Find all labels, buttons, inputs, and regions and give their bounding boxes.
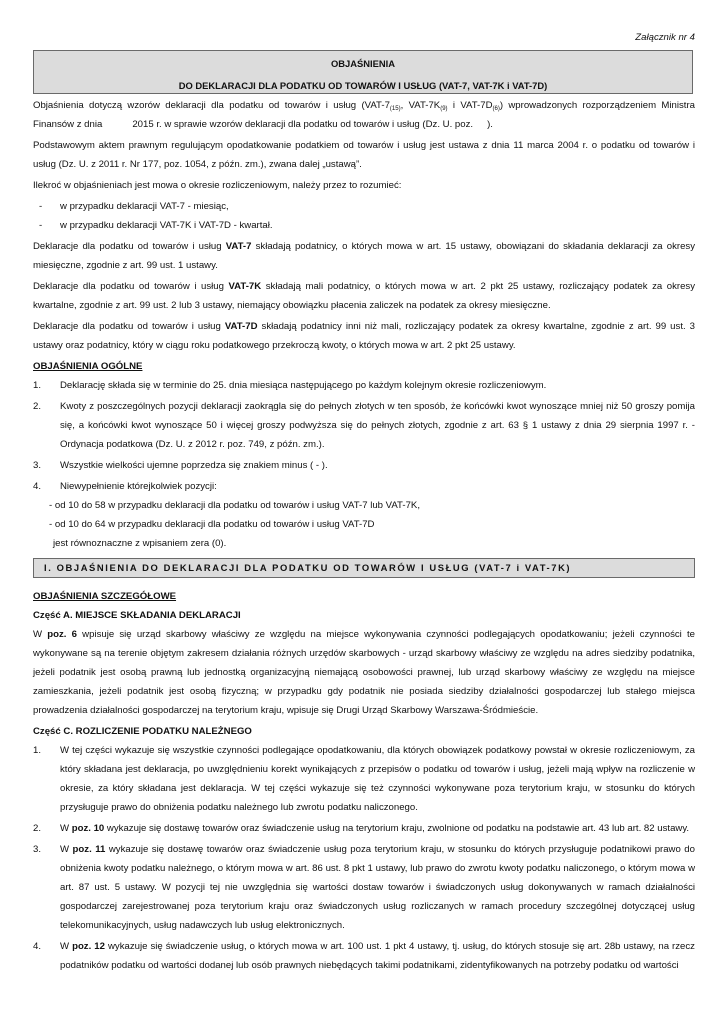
part-a-text-3: wpisuje się urząd skarbowy właściwy ze względu na miejsce wykonywania czynności podlegających opodatkowaniu; jeżeli czynności te wykonywane są na terenie objętym zakresem działania różnych urzędów skarbowych - urząd skarbowy właściwy ze względu na adres siedziby podatnika, jeżeli podatnik jest osobą prawną lub jednostką organizacyjną niemającą osobowości prawnej, lub urząd skarbowy właściwy ze względu na miejsce zamieszkania, jeżeli podatnik jest osobą fizyczną; w przypadku gdy podatnik nie posiada siedziby działalności gospodarczej lub stałego miejsca prowadzenia działalności gospodarczej na terytorium kraju, wpisuje się Drugi Urząd Skarbowy Warszawa-Śródmieście. [33, 629, 695, 716]
vat7-text-c: składają podatnicy, o których mowa w art. 15 ustawy, obowiązani do składania deklaracji za okresy miesięczne, zgodnie z art. 99 ust. 1 ustawy. [33, 241, 695, 271]
general-item-4-range-vat7d: - od 10 do 64 w przypadku deklaracji dla podatku od towarów i usług VAT-7D [49, 519, 375, 530]
general-item-3 [33, 456, 695, 475]
document-title: OBJAŚNIENIA [330, 58, 396, 69]
period-item-quarterly-text: w przypadku deklaracji VAT-7K i VAT-7D - kwartał. [60, 220, 273, 231]
vat7k-text-a: Deklaracje dla podatku od towarów i usług [33, 281, 229, 292]
part-a-heading: Część A. MIEJSCE SKŁADANIA DEKLARACJI [33, 610, 241, 621]
part-c-item-3 [33, 840, 695, 935]
period-item-monthly [33, 197, 695, 216]
general-item-4-range-vat7: - od 10 do 58 w przypadku deklaracji dla podatku od towarów i usług VAT-7 lub VAT-7K, [49, 500, 420, 511]
item-number: 3. [33, 844, 42, 855]
general-heading: OBJAŚNIENIA OGÓLNE [33, 361, 143, 372]
general-item-4 [33, 477, 695, 496]
part-a-paragraph [33, 625, 695, 720]
position-6-label: poz. 6 [47, 629, 77, 640]
intro-p1-text-e: 2015 r. w sprawie wzorów deklaracji dla podatku od towarów i usług (Dz. U. poz. [132, 119, 474, 130]
part-c-item-3-text-c: wykazuje się dostawę towarów oraz świadczenie usług poza terytorium kraju, w stosunku do których przysługuje podatnikowi prawo do obniżenia kwoty podatku należnego, o którym mowa w art. 86 ust. 8 pkt 1 ustawy, lub prawo do zwrotu kwoty podatku naliczonego, o którym mowa w art. 87 ust. 5 ustawy. W pozycji tej nie uwzględnia się wartości dostaw towarów i świadczonych usług dokonywanych w ramach działalności gospodarczej zarejestrowanej poza terytorium kraju oraz świadczonych usług rozliczanych w ramach procedury szczególnej dotyczącej usług telekomunikacyjnych, usług nadawczych lub usług elektronicznych. [60, 844, 695, 931]
part-c-item-4-text-c: wykazuje się świadczenie usług, o których mowa w art. 100 ust. 1 pkt 4 ustawy, tj. usług, do których stosuje się art. 28b ustawy, na rzecz podatników podatku od wartości dodanej lub osób prawnych niebędących takimi podatnikami, zidentyfikowanych na potrzeby podatku od wartości [60, 941, 695, 971]
part-c-heading: Część C. ROZLICZENIE PODATKU NALEŻNEGO [33, 726, 252, 737]
intro-p1-text-d: ) wprowadzonych rozporządzeniem Ministra Finansów z dnia [33, 100, 696, 130]
period-item-monthly-text: w przypadku deklaracji VAT-7 - miesiąc, [60, 201, 229, 212]
intro-paragraph-2: Podstawowym aktem prawnym regulującym opodatkowanie podatkiem od towarów i usług jest ustawa z dnia 11 marca 2004 r. o podatku od towarów i usług (Dz. U. z 2011 r. Nr 177, poz. 1054, z późn. zm.), zwana dalej „ustawą”. [33, 140, 695, 170]
part-c-item-2 [33, 819, 695, 838]
general-item-3-text: Wszystkie wielkości ujemne poprzedza się znakiem minus ( - ). [60, 460, 328, 471]
general-item-1-text: Deklarację składa się w terminie do 25. dnia miesiąca następującego po każdym kolejnym okresie rozliczeniowym. [60, 380, 547, 391]
intro-paragraph-1 [33, 96, 695, 134]
dash-marker: - [39, 201, 43, 212]
vat7k-text-c: składają mali podatnicy, o których mowa w art. 2 pkt 25 ustawy, rozliczający podatek za okresy kwartalne, zgodnie z art. 99 ust. 2 lub 3 ustawy, niemający obowiązku płacenia zaliczek na podatek za okresy miesięczne. [33, 281, 695, 311]
item-number: 1. [33, 380, 42, 391]
part-c-item-2-text-c: wykazuje się dostawę towarów oraz świadczenie usług na terytorium kraju, zwolnione od podatku na podstawie art. 43 lub art. 82 ustawy. [104, 823, 690, 834]
position-11-label: poz. 11 [72, 844, 106, 855]
item-number: 2. [33, 401, 42, 412]
vat7d-text-c: składają podatnicy inni niż mali, rozliczający podatek za okresy kwartalne, zgodnie z art. 99 ust. 3 ustawy oraz podatnicy, który w ciągu roku podatkowego przekroczą kwoty, o których mowa w art. 2 pkt 25 ustawy. [33, 321, 695, 351]
part-c-item-1-text: W tej części wykazuje się wszystkie czynności podlegające opodatkowaniu, dla których obowiązek podatkowy powstał w okresie rozliczeniowym, za który składana jest deklaracja, po uwzględnieniu korekt wynikających z przepisów o podatku od towarów i usług, jeżeli mają wpływ na rozliczenie w okresie, za który składana jest deklaracja. W tej części wykazuje się też czynności wykonywane poza terytorium kraju, w stosunku do których przysługuje prawo do obniżenia podatku należnego lub zwrotu podatku naliczonego. [60, 745, 695, 813]
general-item-2-text: Kwoty z poszczególnych pozycji deklaracji zaokrągla się do pełnych złotych w ten sposób, że końcówki kwot wynoszące mniej niż 50 groszy pomija się, a końcówki kwot wynoszące 50 i więcej groszy podwyższa się do pełnych złotych, zgodnie z art. 63 § 1 ustawy z dnia 29 sierpnia 1997 r. - Ordynacja podatkowa (Dz. U. z 2012 r. poz. 749, z późn. zm.). [60, 401, 695, 450]
document-body [33, 96, 695, 977]
part-c-item-4 [33, 937, 695, 975]
period-item-quarterly [33, 216, 695, 235]
general-item-4-text: Niewypełnienie którejkolwiek pozycji: [60, 481, 217, 492]
part-c-item-4-text-a: W [60, 941, 73, 952]
item-number: 4. [33, 941, 42, 952]
intro-p1-text-a: Objaśnienia dotyczą wzorów deklaracji dla podatku od towarów i usług (VAT-7 [33, 100, 390, 111]
item-number: 3. [33, 460, 42, 471]
intro-p1-text-f: ). [487, 119, 493, 130]
part-c-item-3-text-a: W [60, 844, 73, 855]
document-subtitle: DO DEKLARACJI DLA PODATKU OD TOWARÓW I USŁUG (VAT-7, VAT-7K i VAT-7D) [178, 80, 548, 91]
intro-paragraph-vat7k [33, 277, 695, 315]
intro-paragraph-vat7 [33, 237, 695, 275]
vat7-version: (15) [389, 106, 401, 112]
item-number: 2. [33, 823, 42, 834]
vat7k-version: (9) [440, 106, 448, 112]
vat7d-form-name: VAT-7D [224, 321, 258, 332]
part-a-text-1: W [33, 629, 48, 640]
item-number: 4. [33, 481, 42, 492]
item-number: 1. [33, 745, 42, 756]
document-header-box [33, 50, 693, 94]
vat7-form-name: VAT-7 [225, 241, 252, 252]
general-item-2 [33, 397, 695, 454]
detailed-heading: OBJAŚNIENIA SZCZEGÓŁOWE [33, 591, 177, 602]
section-1-title: I. OBJAŚNIENIA DO DEKLARACJI DLA PODATKU OD TOWARÓW I USŁUG (VAT-7 i VAT-7K) [33, 558, 695, 578]
annex-label: Załącznik nr 4 [635, 32, 695, 43]
part-c-item-1 [33, 741, 695, 817]
vat7d-version: (6) [492, 106, 500, 112]
part-c-item-2-text-a: W [60, 823, 72, 834]
intro-paragraph-3: Ilekroć w objaśnieniach jest mowa o okresie rozliczeniowym, należy przez to rozumieć: [33, 180, 402, 191]
position-10-label: poz. 10 [71, 823, 105, 834]
intro-paragraph-vat7d [33, 317, 695, 355]
intro-p1-text-c: i VAT-7D [447, 100, 493, 111]
vat7d-text-a: Deklaracje dla podatku od towarów i usług [33, 321, 225, 332]
vat7-text-a: Deklaracje dla podatku od towarów i usług [33, 241, 226, 252]
general-item-4-note: jest równoznaczne z wpisaniem zera (0). [53, 538, 227, 549]
dash-marker: - [39, 220, 43, 231]
vat7k-form-name: VAT-7K [228, 281, 262, 292]
position-12-label: poz. 12 [72, 941, 105, 952]
intro-p1-text-b: , VAT-7K [400, 100, 441, 111]
general-item-1 [33, 376, 695, 395]
